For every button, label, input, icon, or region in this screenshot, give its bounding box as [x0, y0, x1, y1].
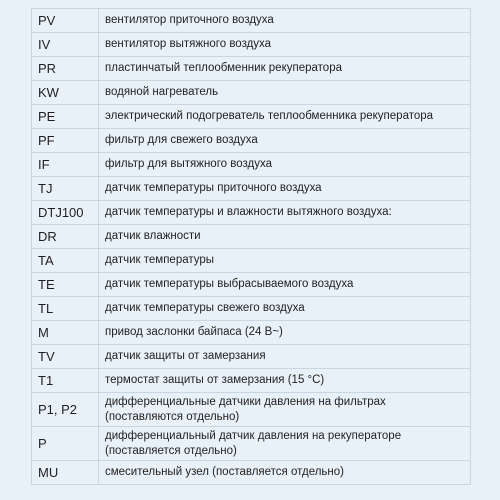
table-row: [32, 249, 471, 273]
table-row: [32, 177, 471, 201]
table-row: [32, 225, 471, 249]
row-description: термостат защиты от замерзания (15 °C): [99, 369, 471, 393]
table-row: [32, 369, 471, 393]
row-code: PE: [32, 105, 99, 129]
row-description: привод заслонки байпаса (24 В~): [99, 321, 471, 345]
row-description: пластинчатый теплообменник рекуператора: [99, 57, 471, 81]
row-code: M: [32, 321, 99, 345]
row-description: фильтр для свежего воздуха: [99, 129, 471, 153]
row-description-line-2: (поставляются отдельно): [105, 410, 240, 423]
table-row: [32, 321, 471, 345]
row-description: датчик влажности: [99, 225, 471, 249]
row-description: [99, 427, 471, 461]
row-code: TJ: [32, 177, 99, 201]
table-row: [32, 105, 471, 129]
row-description: водяной нагреватель: [99, 81, 471, 105]
row-description: датчик температуры свежего воздуха: [99, 297, 471, 321]
row-code: P: [32, 427, 99, 461]
row-description: вентилятор приточного воздуха: [99, 9, 471, 33]
row-code: TL: [32, 297, 99, 321]
row-code: TV: [32, 345, 99, 369]
row-description: электрический подогреватель теплообменника рекуператора: [99, 105, 471, 129]
row-code: DTJ100: [32, 201, 99, 225]
legend-table: [31, 8, 471, 485]
table-row: [32, 129, 471, 153]
row-code: TE: [32, 273, 99, 297]
row-code: T1: [32, 369, 99, 393]
table-row: [32, 273, 471, 297]
row-code: MU: [32, 461, 99, 485]
row-description: фильтр для вытяжного воздуха: [99, 153, 471, 177]
row-description: датчик защиты от замерзания: [99, 345, 471, 369]
row-code: DR: [32, 225, 99, 249]
row-code: PF: [32, 129, 99, 153]
row-description: вентилятор вытяжного воздуха: [99, 33, 471, 57]
table-row: [32, 81, 471, 105]
table-row: [32, 393, 471, 427]
table-row: [32, 57, 471, 81]
row-description-line-2: (поставляется отдельно): [105, 444, 237, 457]
table-row: [32, 9, 471, 33]
table-row: [32, 153, 471, 177]
row-description: смесительный узел (поставляется отдельно): [99, 461, 471, 485]
table-row: [32, 345, 471, 369]
row-description-line-1: дифференциальный датчик давления на рекуператоре: [105, 429, 402, 442]
row-code: IF: [32, 153, 99, 177]
table-row: [32, 297, 471, 321]
row-code: IV: [32, 33, 99, 57]
table-row: [32, 201, 471, 225]
row-code: P1, P2: [32, 393, 99, 427]
row-description: датчик температуры: [99, 249, 471, 273]
table-row: [32, 427, 471, 461]
row-description: [99, 393, 471, 427]
row-code: TA: [32, 249, 99, 273]
row-code: KW: [32, 81, 99, 105]
row-code: PR: [32, 57, 99, 81]
row-description: датчик температуры выбрасываемого воздуха: [99, 273, 471, 297]
row-description: датчик температуры и влажности вытяжного воздуха:: [99, 201, 471, 225]
row-description: датчик температуры приточного воздуха: [99, 177, 471, 201]
row-description-line-1: дифференциальные датчики давления на фильтрах: [105, 395, 386, 408]
table-row: [32, 33, 471, 57]
table-row: [32, 461, 471, 485]
row-code: PV: [32, 9, 99, 33]
